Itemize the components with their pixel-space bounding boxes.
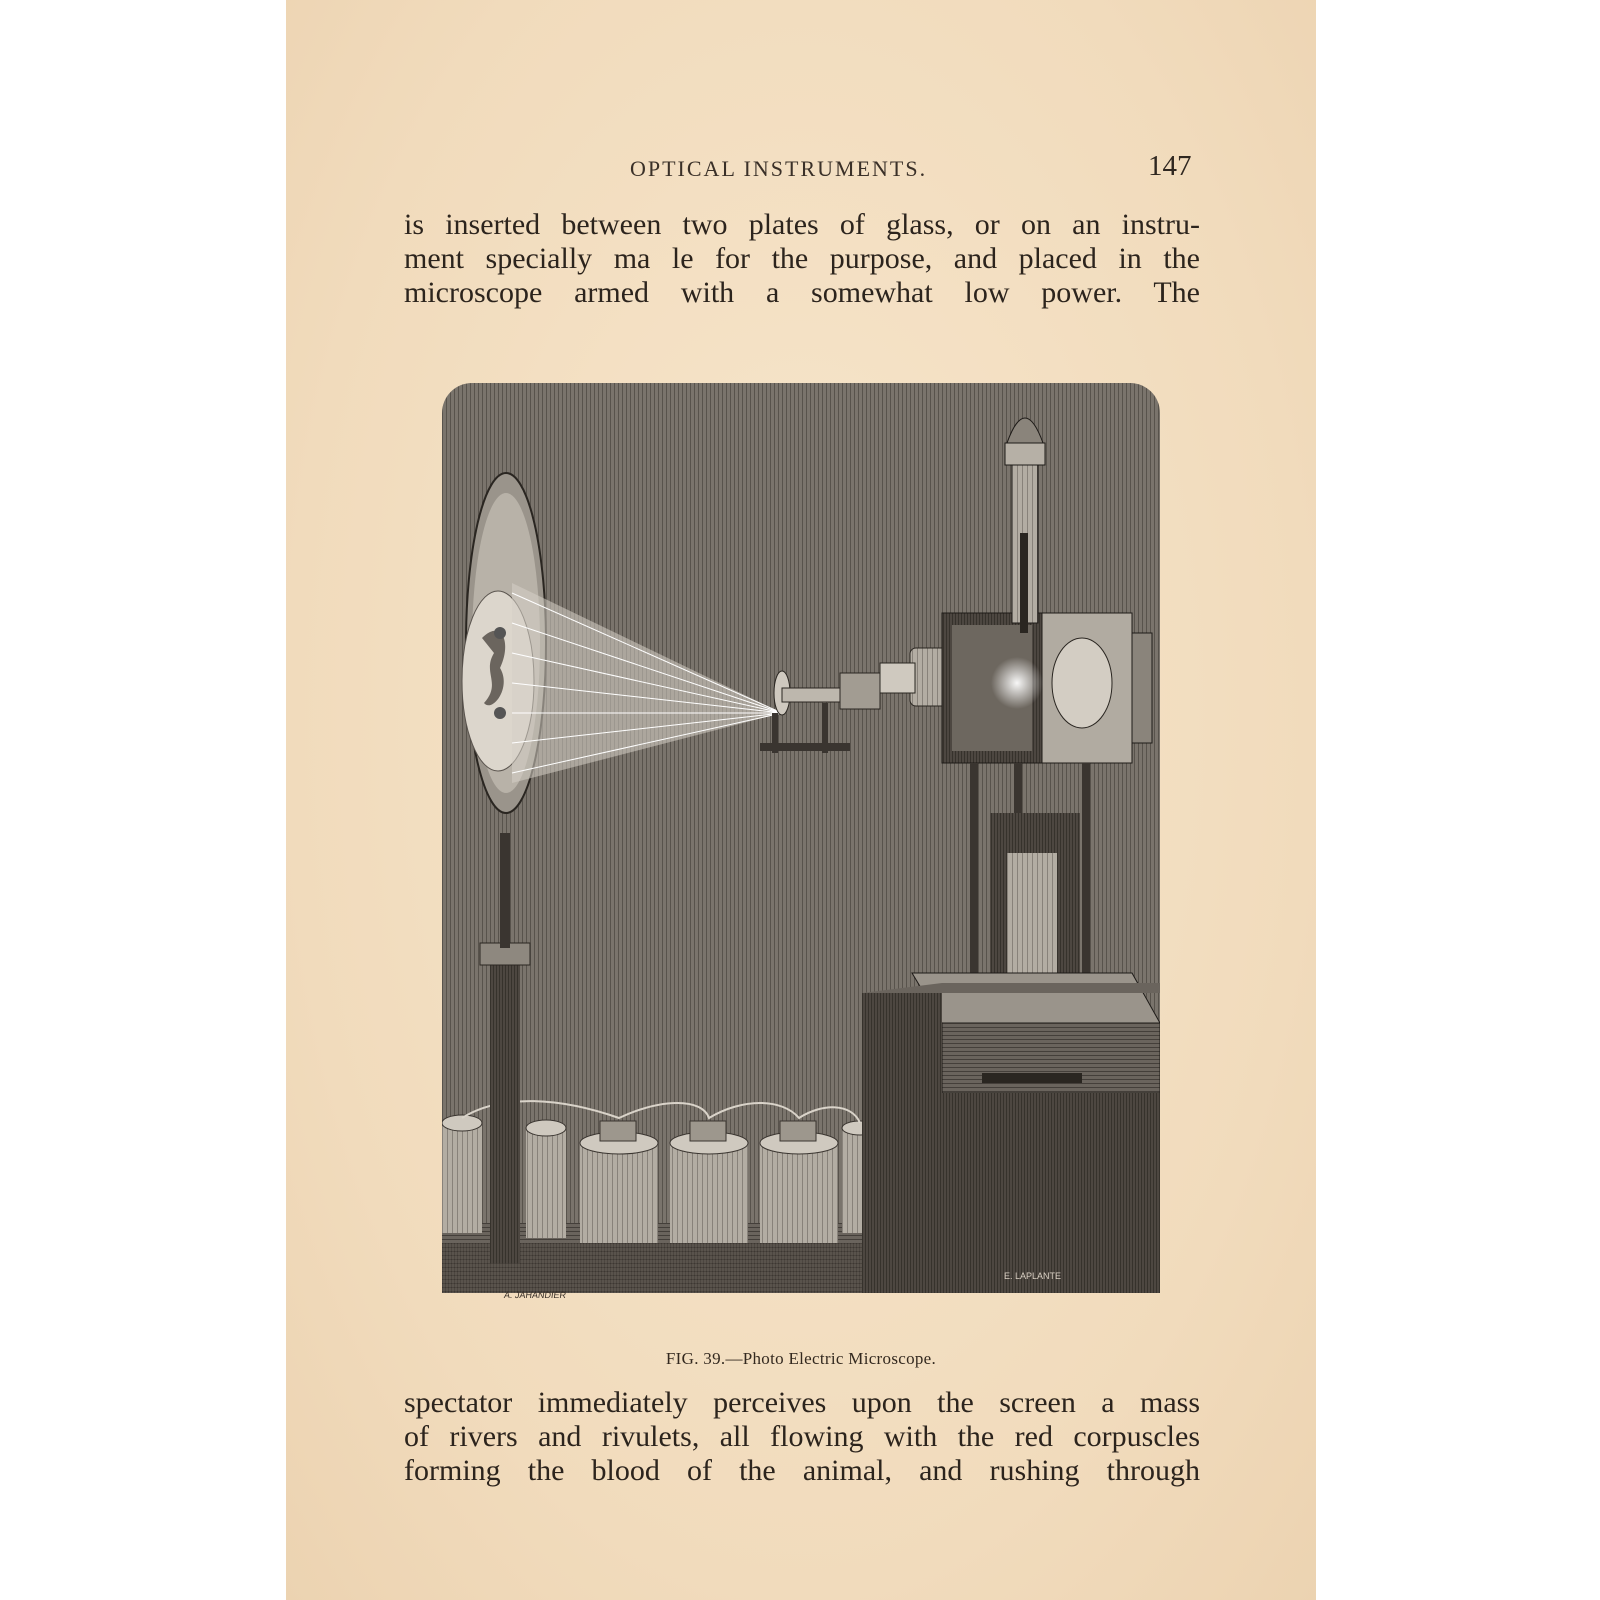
text-line: spectator immediately perceives upon the screen a mass <box>404 1386 1200 1419</box>
engraving-illustration <box>442 383 1160 1293</box>
bottom-paragraph <box>404 1386 1200 1488</box>
engraver-signature-right: E. LAPLANTE <box>1004 1271 1062 1281</box>
running-head <box>286 150 1316 186</box>
lantern-table <box>862 973 1160 1293</box>
text-line: forming the blood of the animal, and rushing through <box>404 1454 1200 1487</box>
text-line: is inserted between two plates of glass, or on an instru- <box>404 208 1200 241</box>
engraving-photo-electric-microscope <box>442 383 1160 1293</box>
book-page <box>286 0 1316 1600</box>
text-line: microscope armed with a somewhat low power. The <box>404 276 1200 309</box>
top-paragraph <box>404 208 1200 310</box>
text-line: ment specially ma le for the purpose, and placed in the <box>404 242 1200 275</box>
running-title: OPTICAL INSTRUMENTS. <box>630 156 928 181</box>
engraver-signature-left: A. JAHANDIER <box>503 1290 567 1300</box>
text-line: of rivers and rivulets, all flowing with the red corpuscles <box>404 1420 1200 1453</box>
figure-caption: FIG. 39.—Photo Electric Microscope. <box>665 1349 937 1368</box>
page-number: 147 <box>1148 150 1192 182</box>
